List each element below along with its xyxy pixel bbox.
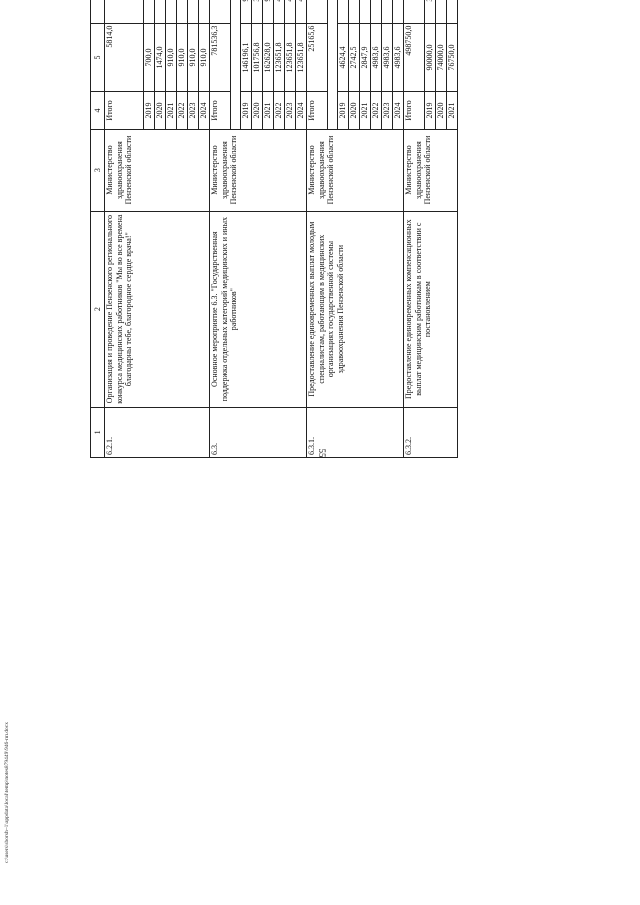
year-c5: 4624,4	[338, 23, 349, 92]
year-c5: 123651,8	[296, 23, 307, 92]
header-cell-1: 1	[91, 407, 105, 457]
year-cell: 2021	[360, 92, 371, 129]
year-c6	[263, 0, 274, 23]
year-c5: 123651,8	[274, 23, 285, 92]
year-cell: 2024	[393, 92, 404, 129]
year-c6	[241, 0, 252, 23]
table-row-total	[105, 0, 144, 458]
table-row-total	[307, 0, 328, 458]
year-cell: 2021	[447, 92, 458, 129]
year-c6	[144, 0, 155, 23]
year-cell: 2022	[371, 92, 382, 129]
section-title: Основное мероприятие 6.3. "Государственная поддержка отдельных категорий медицинских и иных работников"	[210, 211, 307, 407]
year-cell: 2020	[252, 92, 263, 129]
table-row-total	[404, 0, 425, 458]
year-c5: 76750,0	[447, 23, 458, 92]
header-cell-2: 2	[91, 211, 105, 407]
year-c6	[155, 0, 166, 23]
header-cell-3: 3	[91, 129, 105, 211]
year-cell: 2022	[177, 92, 188, 129]
year-c5: 146196,1	[241, 23, 252, 92]
year-cell: 2019	[338, 92, 349, 129]
year-c6	[371, 0, 382, 23]
total-c5: 781536,3	[210, 23, 231, 92]
year-c5: 4983,6	[371, 23, 382, 92]
table-row-total	[210, 0, 231, 458]
year-c6	[274, 0, 285, 23]
year-c6	[382, 0, 393, 23]
file-path-footer: c:\users\sborsh~1\appdata\local\temp\notes879449\946-пп.docx	[4, 722, 10, 863]
year-c6	[447, 0, 458, 23]
rotated-page	[90, 18, 530, 880]
year-cell: 2020	[349, 92, 360, 129]
year-cell: 2020	[436, 92, 447, 129]
total-c6	[404, 0, 425, 23]
year-c5: 2742,5	[349, 23, 360, 92]
section-title: Предоставление единовременных выплат молодым специалистам, работающим в медицинских организациях государственной системы здравоохранения Пензенской области	[307, 211, 404, 407]
year-cell: 2023	[188, 92, 199, 129]
section-number: 6.3.2.	[404, 407, 458, 457]
year-c5: 74000,0	[436, 23, 447, 92]
header-cell-6	[91, 0, 105, 23]
total-c6	[210, 0, 231, 23]
year-c5: 700,0	[144, 23, 155, 92]
total-c6	[105, 0, 144, 23]
year-c5: 910,0	[188, 23, 199, 92]
program-table-wrapper	[90, 0, 530, 458]
subheader-text	[231, 0, 241, 129]
section-executor: Министерство здравоохранения Пензенской области	[210, 129, 307, 211]
total-c5: 5814,0	[105, 23, 144, 92]
total-label: Итого	[105, 92, 144, 129]
year-c6	[338, 0, 349, 23]
year-c5: 910,0	[199, 23, 210, 92]
year-c6	[285, 0, 296, 23]
header-cell-4: 4	[91, 92, 105, 129]
year-c6	[393, 0, 404, 23]
year-c5: 90000,0	[425, 23, 436, 92]
year-c5: 1474,0	[155, 23, 166, 92]
year-c6	[188, 0, 199, 23]
year-c5: 910,0	[177, 23, 188, 92]
year-c6	[199, 0, 210, 23]
year-c5: 123651,8	[285, 23, 296, 92]
year-c5: 162628,0	[263, 23, 274, 92]
year-cell: 2023	[285, 92, 296, 129]
total-c6	[307, 0, 328, 23]
section-number: 6.2.1.	[105, 407, 210, 457]
year-c6	[360, 0, 371, 23]
year-cell: 2024	[199, 92, 210, 129]
year-c5: 101756,8	[252, 23, 263, 92]
section-executor: Министерство здравоохранения Пензенской области	[105, 129, 210, 211]
year-c6	[177, 0, 188, 23]
year-c5: 4983,6	[393, 23, 404, 92]
section-number: 6.3.1.	[307, 407, 404, 457]
header-cell-5: 5	[91, 23, 105, 92]
program-table	[90, 0, 458, 458]
total-c5: 25165,6	[307, 23, 328, 92]
year-cell: 2024	[296, 92, 307, 129]
section-executor: Министерство здравоохранения Пензенской области	[404, 129, 458, 211]
subheader-text	[328, 0, 338, 129]
year-c6	[296, 0, 307, 23]
year-c5: 910,0	[166, 23, 177, 92]
total-label: Итого	[210, 92, 231, 129]
header-row	[91, 0, 105, 458]
year-cell: 2021	[263, 92, 274, 129]
section-number: 6.3.	[210, 407, 307, 457]
total-label: Итого	[307, 92, 328, 129]
year-c6	[252, 0, 263, 23]
year-c6	[425, 0, 436, 23]
year-cell: 2022	[274, 92, 285, 129]
year-cell: 2020	[155, 92, 166, 129]
year-cell: 2019	[241, 92, 252, 129]
total-c5: 498750,0	[404, 23, 425, 92]
year-cell: 2021	[166, 92, 177, 129]
section-title: Организация и проведение Пензенского регионального конкурса медицинских работников "Мы во все времена благодарны тебе, благородное сердце врача!"	[105, 211, 210, 407]
year-cell: 2019	[144, 92, 155, 129]
section-title: Предоставление единовременных компенсационных выплат медицинским работникам в соответствии с постановлением	[404, 211, 458, 407]
year-c6	[166, 0, 177, 23]
year-cell: 2019	[425, 92, 436, 129]
year-c5: 4983,6	[382, 23, 393, 92]
total-label: Итого	[404, 92, 425, 129]
page-number: 55	[317, 448, 327, 458]
year-c5: 2847,9	[360, 23, 371, 92]
year-c6	[349, 0, 360, 23]
section-executor: Министерство здравоохранения Пензенской области	[307, 129, 404, 211]
table-body	[91, 0, 458, 458]
year-c6	[436, 0, 447, 23]
year-cell: 2023	[382, 92, 393, 129]
